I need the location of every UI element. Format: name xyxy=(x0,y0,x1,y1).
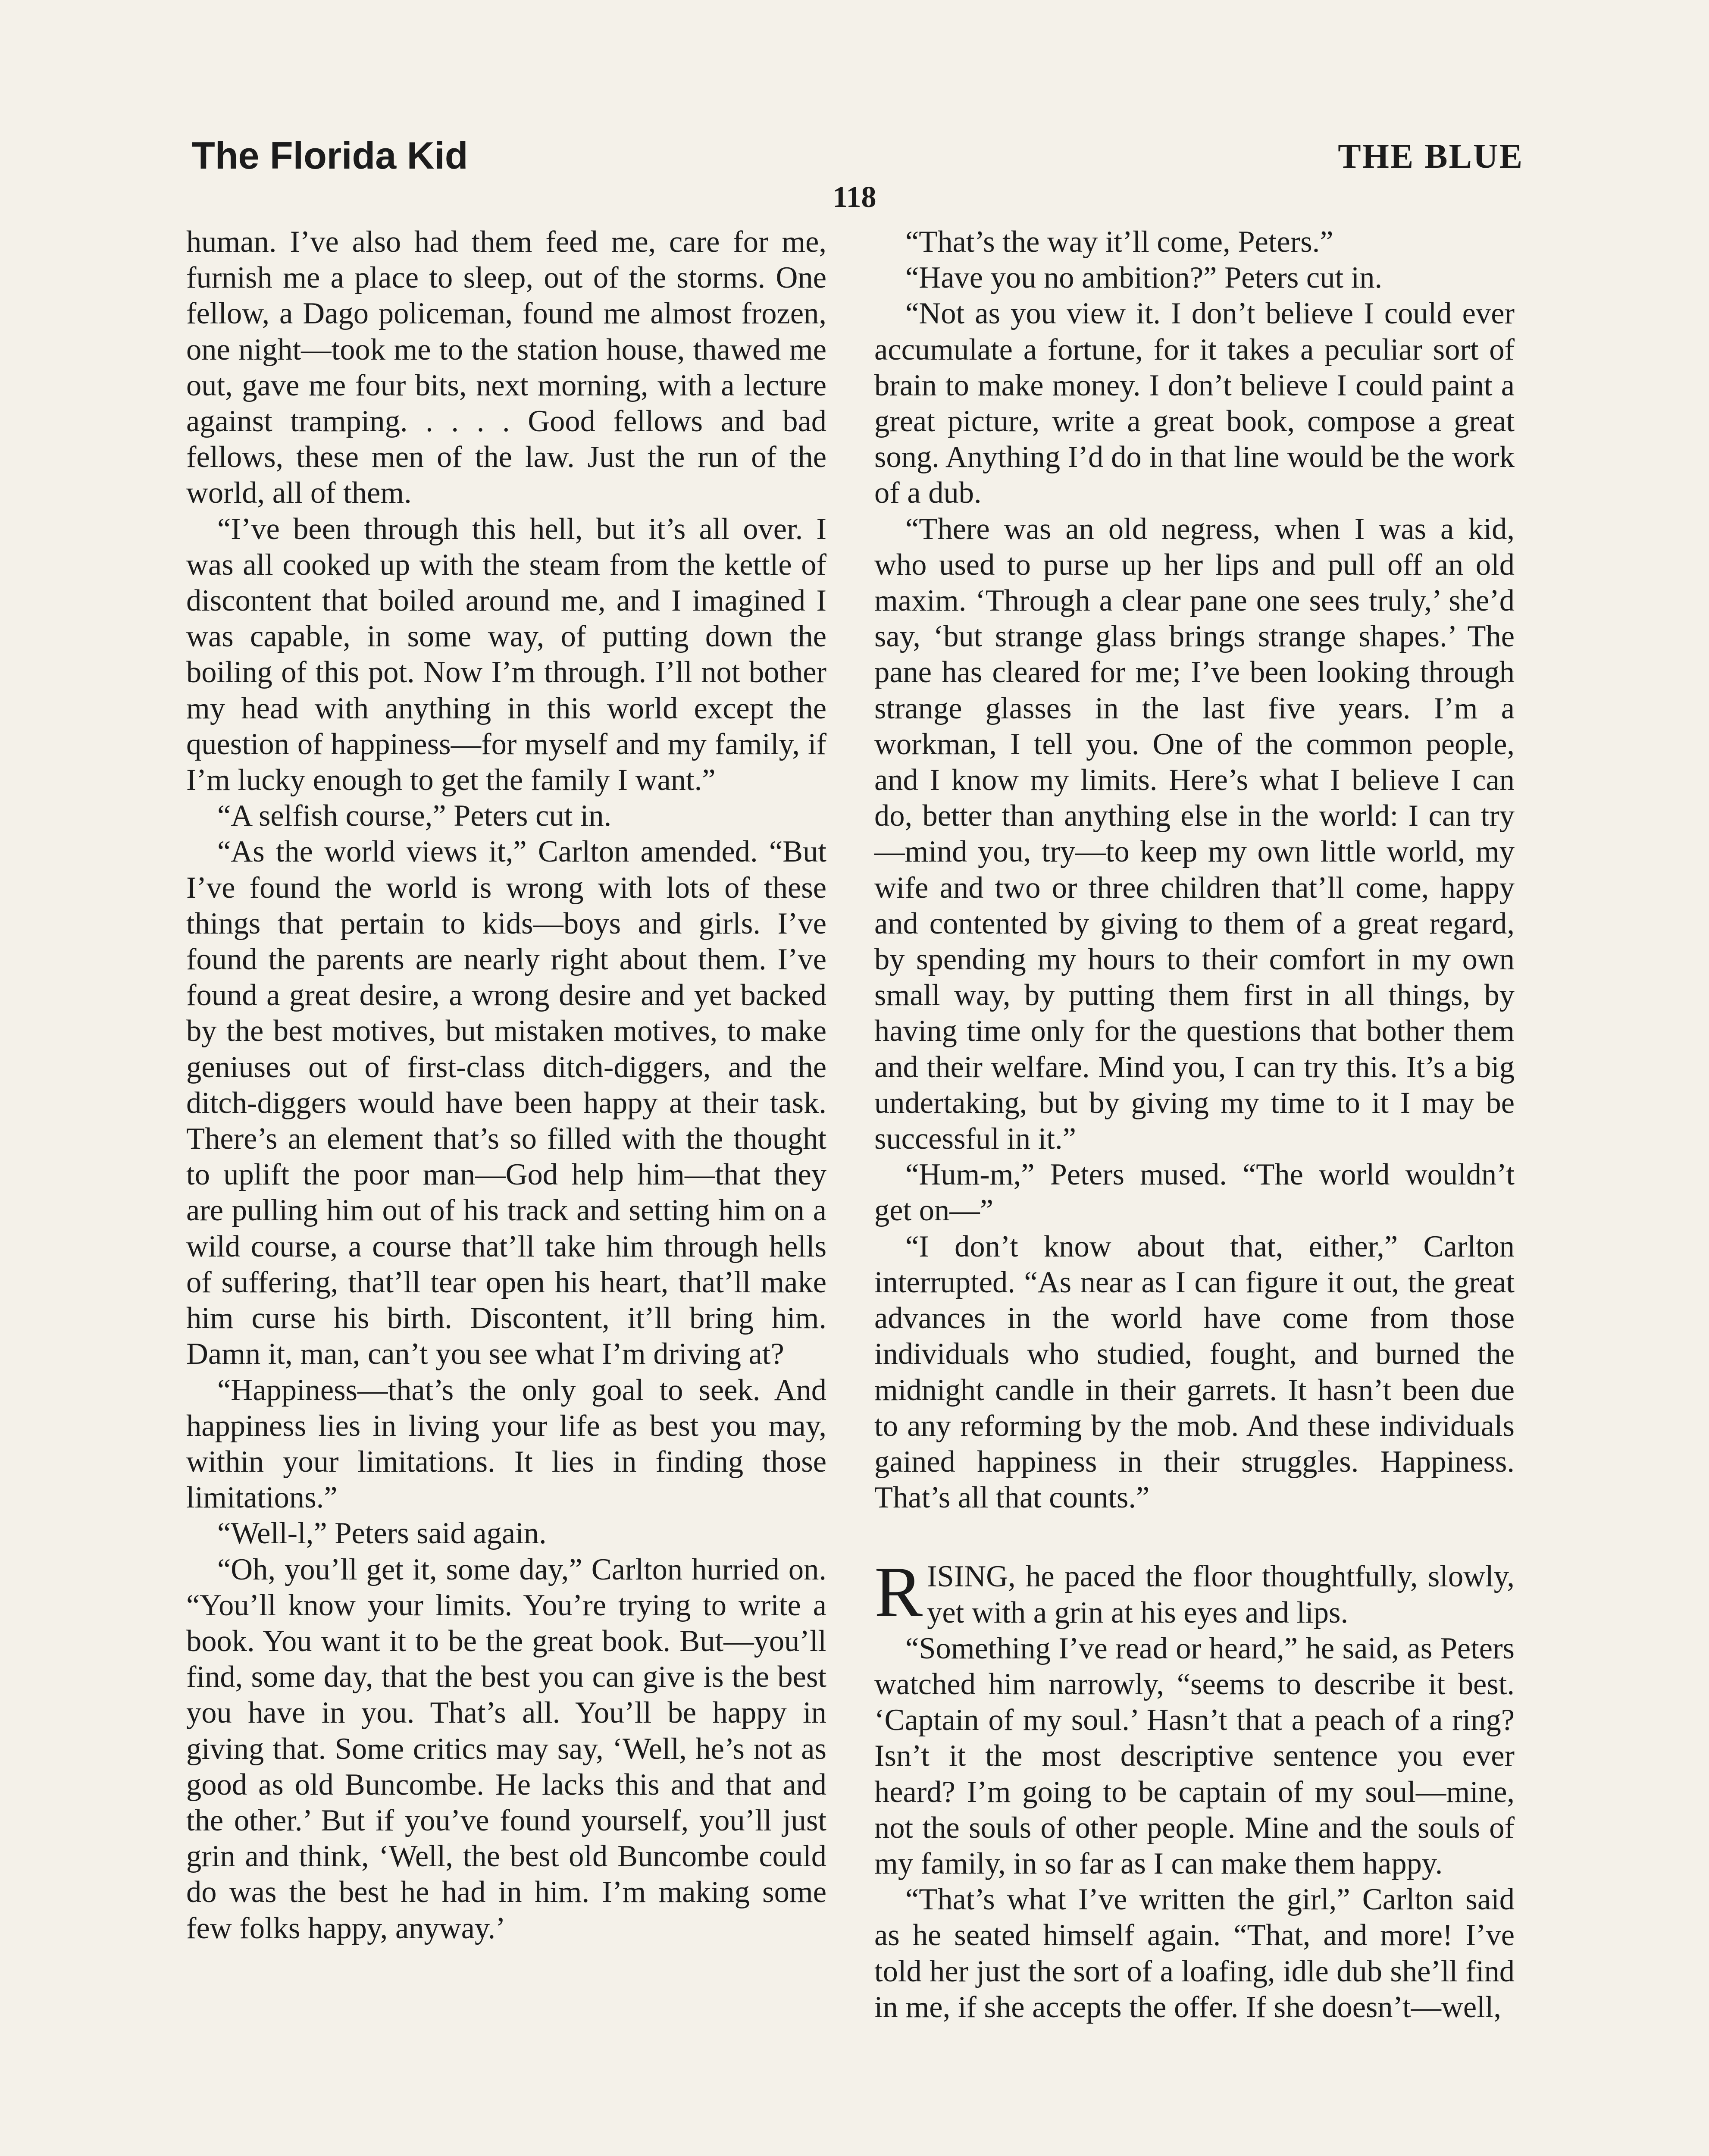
paragraph: “There was an old negress, when I was a kid, who used to purse up her lips and pull off an old maxim. ‘Through a clear pane one sees truly,’ she’d say, ‘but strange glass brings strange shapes.’ The pane has cleared for me; I’ve been looking through strange glasses in the last five years. I’m a workman, I tell you. One of the common people, and I know my limits. Here’s what I believe I can do, better than anything else in the world: I can try—mind you, try—to keep my own little world, my wife and two or three children that’ll come, happy and contented by giving to them of a great regard, by spending my hours to their comfort in my own small way, by putting them first in all things, by having time only for the questions that bother them and their welfare. Mind you, I can try this. It’s a big undertaking, but by giving my time to it I may be successful in it.” xyxy=(874,512,1515,1156)
paragraph: “Oh, you’ll get it, some day,” Carlton hurried on. “You’ll know your limits. You’re trying to write a book. You want it to be the great book. But—you’ll find, some day, that the best you can give is the best you have in you. That’s all. You’ll be happy in giving that. Some critics may say, ‘Well, he’s not as good as old Buncombe. He lacks this and that and the other.’ But if you’ve found yourself, you’ll just grin and think, ‘Well, the best old Buncombe could do was the best he had in him. I’m making some few folks happy, anyway.’ xyxy=(186,1552,826,1945)
paragraph: “Well-l,” Peters said again. xyxy=(217,1517,547,1551)
paragraph: “Not as you view it. I don’t believe I could ever accumulate a fortune, for it takes a peculiar sort of brain to make money. I don’t believe I could paint a great picture, write a great book, compose a great song. Anything I’d do in that line would be the work of a dub. xyxy=(874,297,1515,510)
paragraph: “That’s the way it’ll come, Peters.” xyxy=(905,225,1333,259)
right-column xyxy=(874,224,1515,2025)
section-opening-paragraph xyxy=(874,1552,1515,1633)
paragraph: “Hum-m,” Peters mused. “The world wouldn’t get on—” xyxy=(874,1158,1515,1228)
paragraph: “I’ve been through this hell, but it’s all over. I was all cooked up with the steam from the kettle of discontent that boiled around me, and I imagined I was capable, in some way, of putting down the boiling of this pot. Now I’m through. I’ll not bother my head with anything in this world except the question of happiness—for myself and my family, if I’m lucky enough to get the family I want.” xyxy=(186,512,826,797)
paragraph: “As the world views it,” Carlton amended. “But I’ve found the world is wrong with lots of these things that pertain to kids—boys and girls. I’ve found the parents are nearly right about them. I’ve found a great desire, a wrong desire and yet backed by the best motives, but mistaken motives, to make geniuses out of first-class ditch-diggers, and the ditch-diggers would have been happy at their task. There’s an element that’s so filled with the thought to uplift the poor man—God help him—that they are pulling him out of his track and setting him on a wild course, a course that’ll take him through hells of suffering, that’ll tear open his heart, that’ll make him curse his birth. Discontent, it’ll bring him. Damn it, man, can’t you see what I’m driving at? xyxy=(186,835,826,1371)
drop-cap-initial: R xyxy=(874,1552,923,1633)
paragraph: “That’s what I’ve written the girl,” Carlton said as he seated himself again. “That, and more! I’ve told her just the sort of a loafing, idle dub she’ll find in me, if she accepts the offer. If she doesn’t—well, xyxy=(874,1883,1515,2024)
paragraph: “I don’t know about that, either,” Carlton interrupted. “As near as I can figure it out, the great advances in the world have come from those individuals who studied, fought, and burned the midnight candle in their garrets. It hasn’t been due to any reforming by the mob. And these individuals gained happiness in their struggles. Happiness. That’s all that counts.” xyxy=(874,1229,1515,1515)
paragraph: “A selfish course,” Peters cut in. xyxy=(217,799,612,833)
paragraph: “Have you no ambition?” Peters cut in. xyxy=(905,261,1383,295)
magazine-name: THE BLUE xyxy=(1338,138,1524,175)
paragraph: “Something I’ve read or heard,” he said, as Peters watched him narrowly, “seems to describe it best. ‘Captain of my soul.’ Hasn’t that a peach of a ring? Isn’t it the most descriptive sentence you ever heard? I’m going to be captain of my soul—mine, not the souls of other people. Mine and the souls of my family, in so far as I can make them happy. xyxy=(874,1631,1515,1880)
story-title: The Florida Kid xyxy=(192,134,468,177)
left-column xyxy=(186,224,826,1946)
paragraph: “Happiness—that’s the only goal to seek. And happiness lies in living your life as best you may, within your limitations. It lies in finding those limitations.” xyxy=(186,1373,826,1515)
paragraph: human. I’ve also had them feed me, care for me, furnish me a place to sleep, out of the storms. One fellow, a Dago policeman, found me almost frozen, one night—took me to the station house, thawed me out, gave me four bits, next morning, with a lecture against tramping. . . . . Good fellows and bad fellows, these men of the law. Just the run of the world, all of them. xyxy=(186,225,826,510)
page-number: 118 xyxy=(833,181,876,214)
section-opening-text: ISING, he paced the floor thoughtfully, slowly, yet with a grin at his eyes and lips. xyxy=(927,1560,1515,1630)
